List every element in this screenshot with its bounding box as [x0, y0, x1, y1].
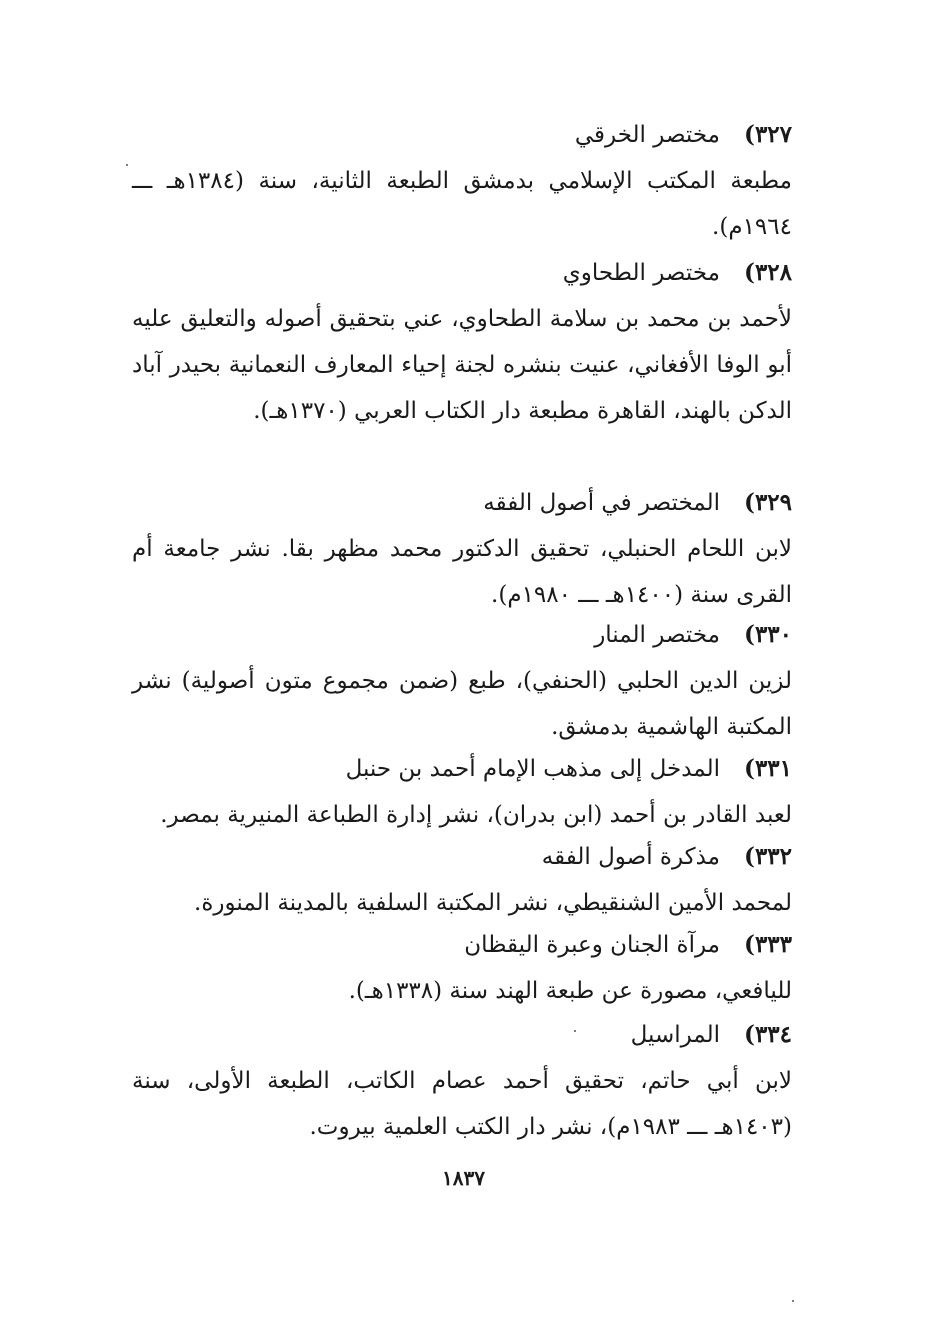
entry-title: مرآة الجنان وعبرة اليقظان [464, 932, 720, 958]
entry-331 [132, 746, 792, 838]
entry-heading [132, 612, 792, 658]
entry-heading [132, 834, 792, 880]
scan-speck [574, 1030, 576, 1032]
entry-description: لأحمد بن محمد بن سلامة الطحاوي، عني بتحقيق أصوله والتعليق عليه أبو الوفا الأفغاني، عنيت بنشره لجنة إحياء المعارف النعمانية بحيدر آباد الدكن بالهند، القاهرة مطبعة دار الكتاب العربي (١٣٧٠هـ). [132, 306, 792, 424]
entry-332 [132, 834, 792, 926]
entry-description: لابن اللحام الحنبلي، تحقيق الدكتور محمد مظهر بقا. نشر جامعة أم القرى سنة (١٤٠٠هـ ـــ ١٩٨٠م). [132, 536, 792, 608]
entry-description: لليافعي، مصورة عن طبعة الهند سنة (١٣٣٨هـ). [348, 978, 792, 1004]
entry-number: ٣٢٩) [744, 489, 792, 516]
entry-title: المدخل إلى مذهب الإمام أحمد بن حنبل [345, 756, 720, 782]
entry-title: مختصر الخرقي [574, 122, 720, 148]
entry-number: ٣٣٠) [744, 621, 792, 648]
entry-heading [132, 250, 792, 296]
scan-speck [126, 164, 128, 166]
entry-heading [132, 112, 792, 158]
entry-title: المختصر في أصول الفقه [483, 490, 720, 516]
entry-description: لعبد القادر بن أحمد (ابن بدران)، نشر إدارة الطباعة المنيرية بمصر. [160, 802, 792, 828]
entry-heading [132, 746, 792, 792]
entry-heading [132, 1012, 792, 1058]
entry-title: مختصر المنار [594, 622, 720, 648]
entry-number: ٣٣٣) [744, 931, 792, 958]
entry-heading [132, 922, 792, 968]
page-number: ١٨٣٧ [442, 1166, 485, 1190]
entry-title: مختصر الطحاوي [562, 260, 720, 286]
entry-description: لمحمد الأمين الشنقيطي، نشر المكتبة السلفية بالمدينة المنورة. [194, 890, 792, 916]
entry-number: ٣٢٨) [744, 259, 792, 286]
entry-number: ٣٣١) [744, 755, 792, 782]
entry-description: لابن أبي حاتم، تحقيق أحمد عصام الكاتب، الطبعة الأولى، سنة (١٤٠٣هـ ـــ ١٩٨٣م)، نشر دار الكتب العلمية بيروت. [132, 1068, 792, 1140]
entry-329 [132, 480, 792, 618]
entry-number: ٣٣٢) [744, 843, 792, 870]
scan-speck [792, 1300, 794, 1302]
entry-number: ٣٣٤) [744, 1021, 792, 1048]
entry-333 [132, 922, 792, 1014]
entry-334 [132, 1012, 792, 1150]
entry-description: لزين الدين الحلبي (الحنفي)، طبع (ضمن مجموع متون أصولية) نشر المكتبة الهاشمية بدمشق. [132, 668, 792, 740]
entry-328 [132, 250, 792, 434]
entry-330 [132, 612, 792, 750]
entry-327 [132, 112, 792, 250]
entry-title: المراسيل [630, 1022, 720, 1048]
entry-heading [132, 480, 792, 526]
entry-title: مذكرة أصول الفقه [541, 844, 720, 870]
entry-number: ٣٢٧) [744, 121, 792, 148]
entry-description: مطبعة المكتب الإسلامي بدمشق الطبعة الثانية، سنة (١٣٨٤هـ ـــ ١٩٦٤م). [132, 168, 792, 240]
